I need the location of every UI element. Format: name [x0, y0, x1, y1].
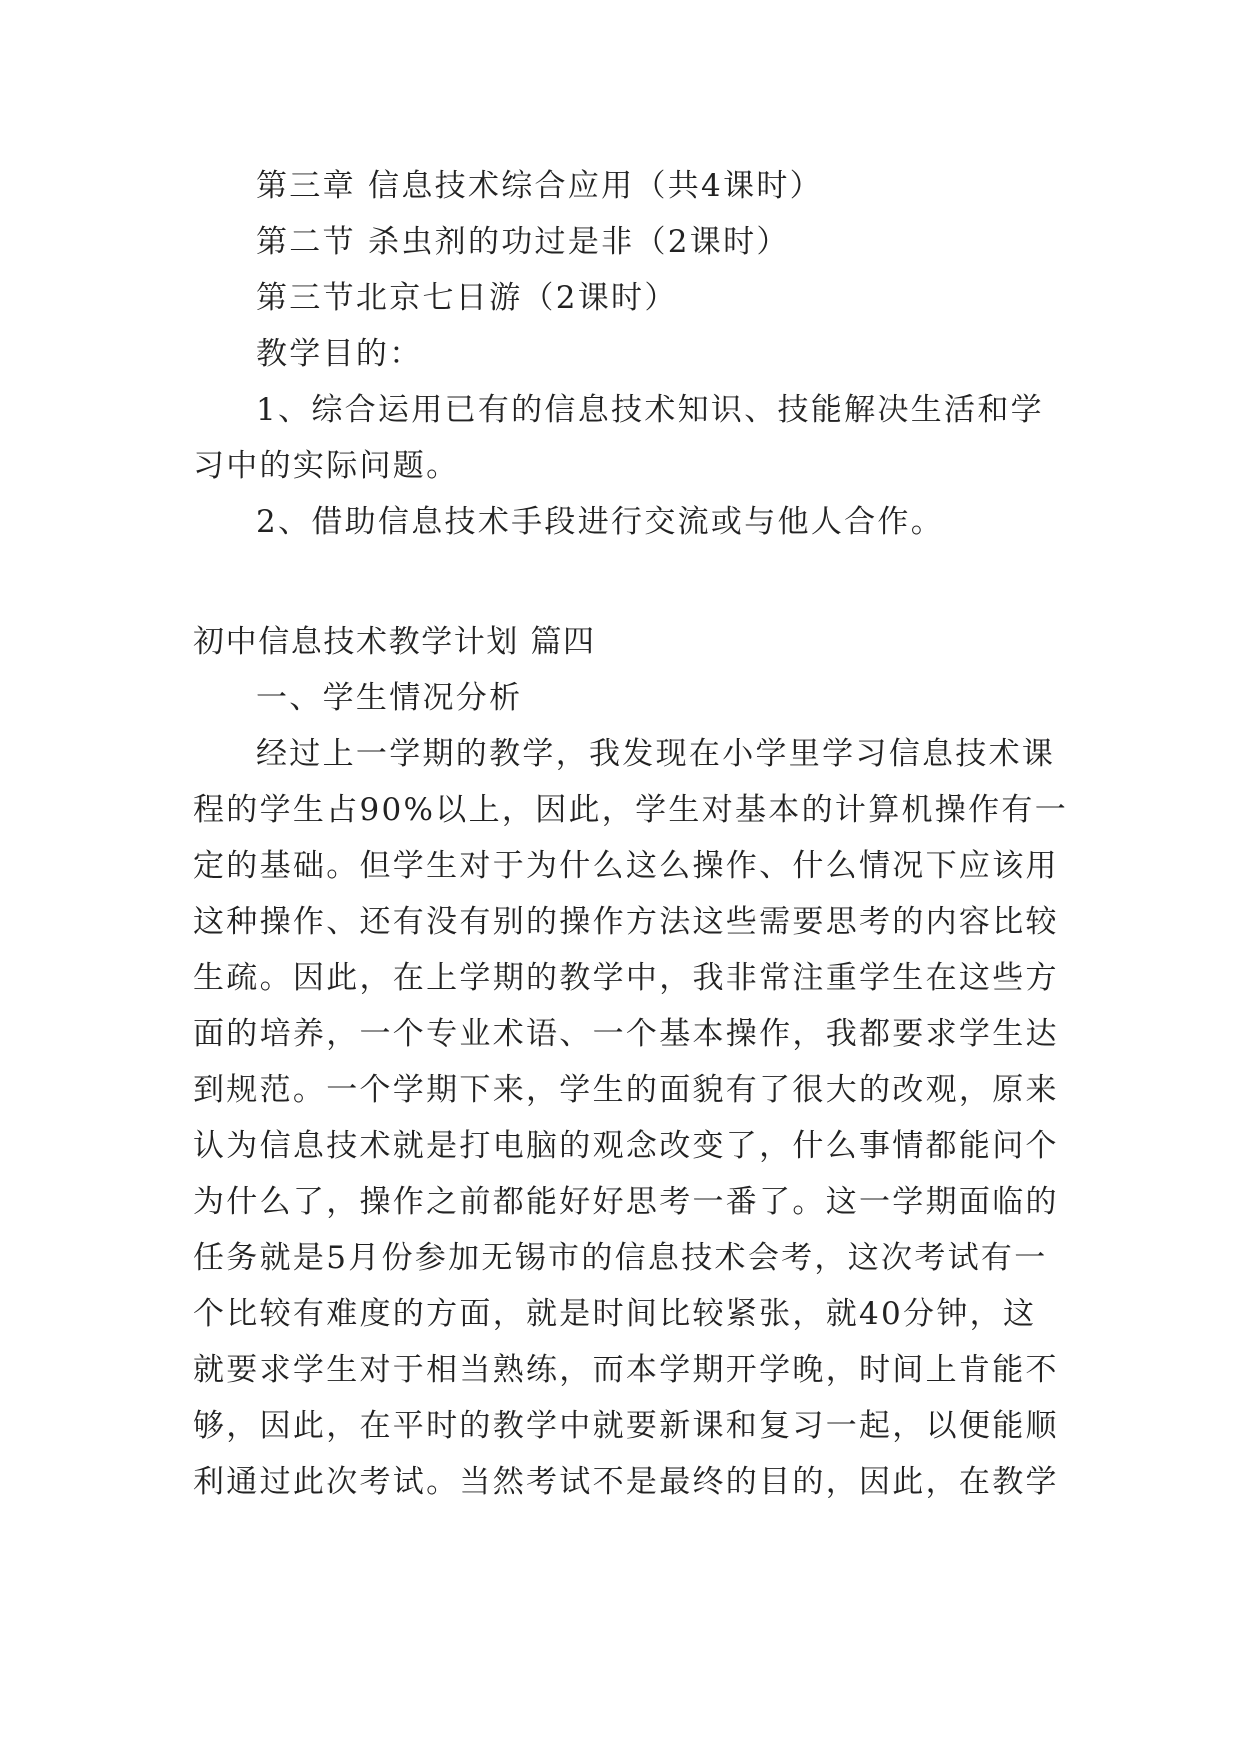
paragraph-line: 这种操作、还有没有别的操作方法这些需要思考的内容比较	[193, 904, 1059, 940]
article-title: 初中信息技术教学计划 篇四	[193, 624, 596, 660]
section-heading: 第二节 杀虫剂的功过是非（2课时）	[256, 224, 790, 260]
paragraph-line: 经过上一学期的教学，我发现在小学里学习信息技术课	[256, 736, 1056, 772]
paragraph-line: 习中的实际问题。	[193, 448, 460, 484]
paragraph-line: 1、综合运用已有的信息技术知识、技能解决生活和学	[256, 392, 1044, 428]
paragraph-line: 够，因此，在平时的教学中就要新课和复习一起，以便能顺	[193, 1408, 1059, 1444]
paragraph-line: 认为信息技术就是打电脑的观念改变了，什么事情都能问个	[193, 1128, 1059, 1164]
paragraph-line: 就要求学生对于相当熟练，而本学期开学晚，时间上肯能不	[193, 1352, 1059, 1388]
paragraph-line: 为什么了，操作之前都能好好思考一番了。这一学期面临的	[193, 1184, 1059, 1220]
paragraph-line: 程的学生占90%以上，因此，学生对基本的计算机操作有一	[193, 792, 1068, 828]
paragraph-line: 2、借助信息技术手段进行交流或与他人合作。	[256, 504, 945, 540]
subheading: 一、学生情况分析	[256, 680, 523, 716]
subheading: 教学目的：	[256, 336, 423, 372]
section-heading: 第三节北京七日游（2课时）	[256, 280, 678, 316]
chapter-heading: 第三章 信息技术综合应用（共4课时）	[256, 168, 823, 204]
paragraph-line: 生疏。因此，在上学期的教学中，我非常注重学生在这些方	[193, 960, 1059, 996]
paragraph-line: 定的基础。但学生对于为什么这么操作、什么情况下应该用	[193, 848, 1059, 884]
paragraph-line: 任务就是5月份参加无锡市的信息技术会考，这次考试有一	[193, 1240, 1048, 1276]
paragraph-line: 个比较有难度的方面，就是时间比较紧张，就40分钟，这	[193, 1296, 1037, 1332]
paragraph-line: 利通过此次考试。当然考试不是最终的目的，因此，在教学	[193, 1464, 1059, 1500]
paragraph-line: 到规范。一个学期下来，学生的面貌有了很大的改观，原来	[193, 1072, 1059, 1108]
paragraph-line: 面的培养，一个专业术语、一个基本操作，我都要求学生达	[193, 1016, 1059, 1052]
